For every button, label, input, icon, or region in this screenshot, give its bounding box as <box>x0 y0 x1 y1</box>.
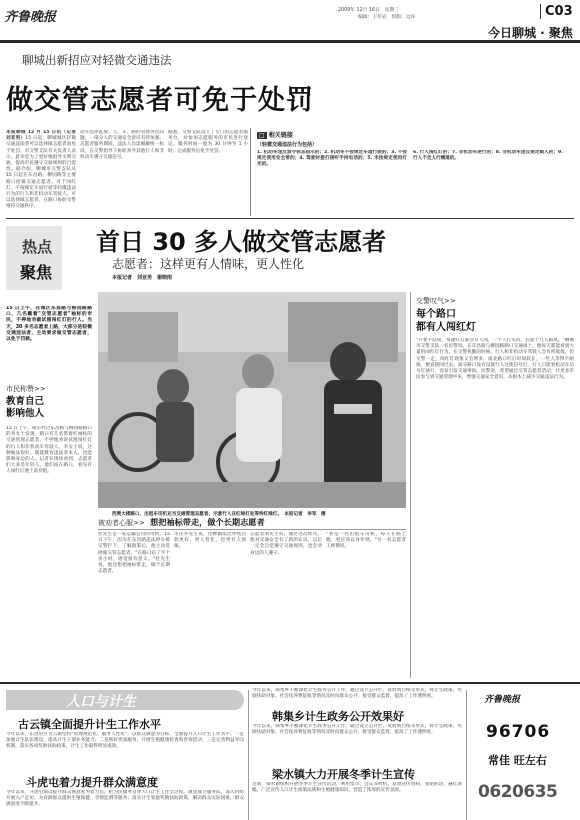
right-section-label: 交警叹气>> <box>416 297 456 305</box>
hotspot-label-1: 热点 <box>22 238 53 256</box>
story1-body: 今年以来，东昌府区古云镇坚持"管理规范化、服务人性化"，以群众满意为目标，全面提升人口计生工作水平。一是加强计生队伍建设，提高计生干部业务能力；二是抓好优质服务，开展生殖健康检查和咨询活动；三是完善利益导向机制，落实各项奖励扶助政策，计生工作取得明显成效。 <box>6 732 244 750</box>
main-body-col-4: 志愿者刘先生说，通过这次经历，他对交通安全有了新的认识，以后一定会自觉遵守交通规则，也会劝身边的人遵守。 <box>250 532 322 556</box>
lead-col-3: 据悉，交警支队设立了专门的志愿者服务台，对参加志愿服务的市民进行登记。服务时间一般为 30 分钟至 1 小时，完成服务后免予处罚。 <box>168 130 248 154</box>
lottery-box <box>470 690 576 818</box>
right-body: "只要不站岗，每逢红灯都会有人闯，一个人打头阵，后面十几人跟风。"聊城市交警支队一名民警说，在东昌路与柳园路路口交通岗上，他每天都能看到大量的闯红灯行为。在交警执勤的时候，行人和非机动车驾驶人会有所收敛，但交警一走，闯红灯现象又会增多。南北路口红灯时间较长，一些人等得不耐烦，便直接闯过去。部分路口没有设置行人过街信号灯，行人只能看机动车信号灯通行，容易引发交通事故。民警说，希望通过交管志愿者活动，让更多市民参与到交通管理中来，增强交通安全意识，从根本上减少交通违法行为。 <box>416 338 574 381</box>
main-body-col-5: "我是一名出租车司机，每天在路上跑，更应该以身作则。"另一名志愿者王师傅说。 <box>326 532 406 550</box>
lead-headline: 做交管志愿者可免于处罚 <box>6 85 314 116</box>
sidebar-title: □ 相关链接 <box>259 132 293 139</box>
story4-body: 近期，梁水镇组织开展冬季计生宣传活动，利用集市、会议等时机，发放宣传资料、张贴标语、悬挂条幅，广泛宣传人口计生政策法规和生殖健康知识，营造了浓厚的宣传氛围。 <box>252 782 462 794</box>
page-number: C03 <box>540 4 573 19</box>
section-head-residents: 教育自己 影响他人 <box>6 396 45 419</box>
section-title: 今日聊城 · 聚焦 <box>488 26 573 40</box>
main-headline: 首日 30 多人做交管志愿者 <box>96 228 387 256</box>
main-body-col-1: 15 日上午，骑车经过东昌路与柳园路路口的李女士发现，路口有几名带着红袖标的交通管理志愿者，不停地劝说试图闯红灯的行人和非机动车驾驶人。李女士说，这种做法很好，既能教育违法者本人，也能影响身边的人。记者在现场看到，志愿者们大多是年轻人，他们站在路口，看见有人闯红灯便上前劝阻。 <box>6 426 92 475</box>
bottom-banner <box>6 690 244 710</box>
lead-divider <box>6 218 574 219</box>
masthead-logo: 齐鲁晚报 <box>4 10 57 25</box>
main-photo <box>98 292 406 508</box>
lead-col-1: 本报聊城 12 月 15 日讯（记者 刘亚男）15 日起，聊城城区轻微交通违法者可以选择做志愿者而免于处罚。市交警支队有关负责人表示，此举是为了更好地倡导文明交通，提高市民遵守交通规则的自觉性。据介绍，聊城市交警支队从 15 日起在东昌路、柳园路等主要路口招募交通志愿者。对于闯红灯、不按规定车道行驶等轻微违法行为的行人和非机动车驾驶人，可以选择做志愿者，在路口协助交警维持交通秩序。 <box>6 130 76 210</box>
subsection-head: 想把袖标带走，做个长期志愿者 <box>150 517 265 527</box>
lottery-line: 常佳 旺左右 <box>488 754 547 767</box>
main-subhead: 志愿者：这样更有人情味，更人性化 <box>112 257 305 271</box>
right-section-head: 每个路口 都有人闯红灯 <box>416 309 476 333</box>
masthead-rule <box>0 40 580 43</box>
sidebar-col-1: 1. 机动车违反禁令标志指示的；2. 机动车不按规定车道行驶的；3. 不按规定使用安全带的；4. 驾驶时拨打接听手持电话的；5. 未按规定使用灯光的。 <box>257 150 407 168</box>
main-body-col-2: 杜先生是一家运输公司的司机，15 日下午，因为在东昌路违法停车被交警拦下。了解政策后，他主动选择做交管志愿者。"在路口站了半个多小时，感觉很有意义。"杜先生说，他还想把袖标带走，做个长期志愿者。 <box>98 532 170 575</box>
hotspot-badge <box>6 226 62 290</box>
lottery-logo: 齐鲁晚报 <box>484 695 521 705</box>
subsection-rule <box>98 529 406 530</box>
lottery-number-2: 0620635 <box>478 782 558 802</box>
story4-head: 梁水镇大力开展冬季计生宣传 <box>272 768 415 781</box>
bottom-rule <box>0 682 580 684</box>
photo-caption: 西奥大楼路口，出租车司机充当交通管理志愿者，示意行人在红绿灯处等待红绿灯。 本报记者 李军 摄 <box>112 512 326 517</box>
sidebar-subtitle: （轻微交通违法行为包括） <box>257 142 318 148</box>
bottom-banner-text: 人口与计生 <box>66 694 136 710</box>
story1-head: 古云镇全面提升计生工作水平 <box>18 718 161 731</box>
main-byline: 本报记者 刘亚男 谢晓雨 <box>112 275 173 281</box>
lead-col-2: 动车乱停乱放、人、车、路的管理突出问题，一部分人的交通安全意识有待加强。志愿者服务期间，违法人员需佩戴统一标识，在交警指导下协助劝导其他行人和非机动车遵守交通信号。 <box>80 130 164 160</box>
story2-body: 今年以来，斗虎屯镇以提升群众满意度为着力点，把为民服务贯穿人口计生工作全过程。镇里成立服务队，深入村组开展入户走访，为育龄群众提供生殖保健、孕情监测等服务；落实计生家庭奖励扶助政策，解决群众实际困难，群众满意度不断提升。 <box>6 790 244 808</box>
right-col-rule <box>410 292 411 678</box>
photo-scene <box>98 292 406 508</box>
sidebar-col-2: 6. 行人闯红灯的；7. 非机动车逆行的；8. 非机动车违反规定载人的；9. 行人不走人行横道的。 <box>413 150 563 162</box>
story2-head: 斗虎屯着力提升群众满意度 <box>26 776 158 789</box>
section-label-residents: 市民称赞>> <box>6 385 46 393</box>
subsection-label: 被劝者心服>> <box>98 519 145 527</box>
lead-sidebar-box <box>250 128 574 216</box>
bottom-top-text: 今年以来，韩集乡不断深化计生政务公开工作，通过设立公开栏、发放明白纸等形式，将计生政策、奖励扶助对象、社会抚养费征收等情况及时向群众公开，接受群众监督，提高了工作透明度。 <box>252 688 462 700</box>
main-lead-box: 15 日上午，在城区东昌路与柳园路路口，几名戴着"交管志愿者"袖标的市民，不停地劝截试图闯红灯的行人。当天，30 多名志愿者上路，大部分是轻微交通违法者，主动要求做交管志愿者，以免于罚款。 <box>6 306 92 343</box>
bottom-divider-1 <box>248 690 249 820</box>
story3-body: 今年以来，韩集乡不断深化计生政务公开工作，通过设立公开栏、发放明白纸等形式，将计生政策、奖励扶助对象、社会抚养费征收等情况及时向群众公开，接受群众监督，提高了工作透明度。 <box>252 724 462 736</box>
bottom-divider-2 <box>466 690 467 820</box>
hotspot-label-2: 聚焦 <box>20 263 53 282</box>
date-line: 2009年 12月 16日 星期三 <box>338 8 400 13</box>
lottery-number-1: 96706 <box>486 722 551 742</box>
main-body-col-3: 市民李先生说，这种做法比单纯罚款更好，更人性化，也更有人情味。 <box>174 532 246 550</box>
editor-line: 编辑：王传岩 组版：边环 <box>358 15 416 20</box>
lead-byline: 本报聊城 12 月 15 日讯（记者 刘亚男） <box>6 130 76 142</box>
story3-head: 韩集乡计生政务公开效果好 <box>272 710 404 723</box>
masthead <box>0 0 580 42</box>
lead-kicker: 聊城出新招应对轻微交通违法 <box>22 53 172 67</box>
